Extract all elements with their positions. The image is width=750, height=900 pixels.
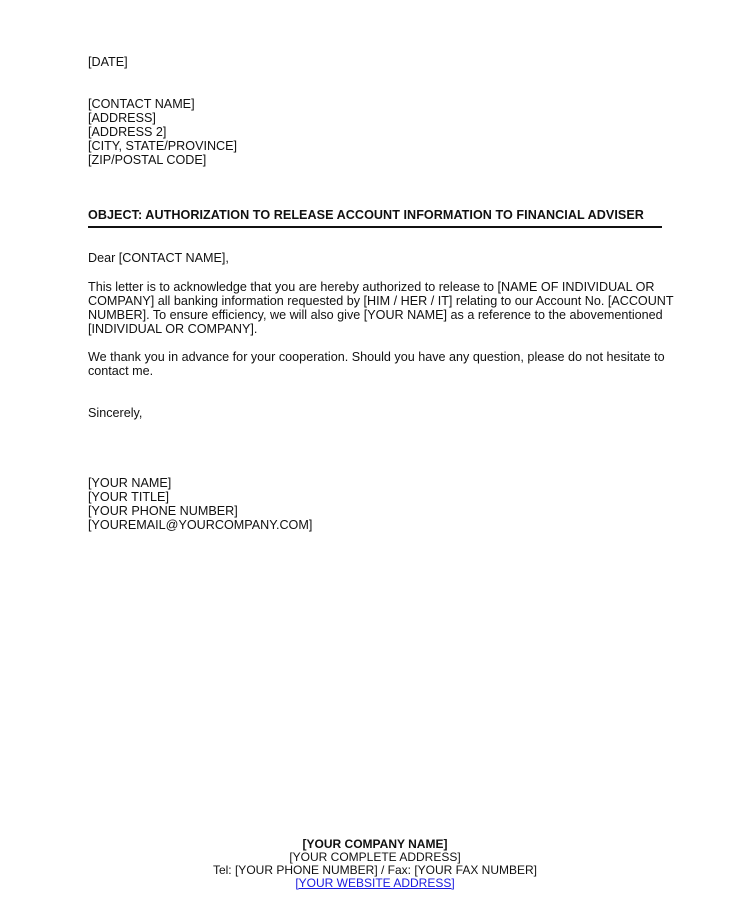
body-paragraph-2-line: We thank you in advance for your cooperation. Should you have any question, please do not hesitate to xyxy=(88,350,665,364)
recipient-zip-code: [ZIP/POSTAL CODE] xyxy=(88,153,207,167)
recipient-address-block xyxy=(88,97,237,167)
signature-name: [YOUR NAME] xyxy=(88,476,172,490)
letter-salutation: Dear [CONTACT NAME], xyxy=(88,251,229,265)
body-paragraph-2 xyxy=(88,350,668,378)
letter-closing: Sincerely, xyxy=(88,406,143,420)
letterhead-footer xyxy=(0,838,750,890)
signature-title: [YOUR TITLE] xyxy=(88,490,169,504)
subject-underline-divider xyxy=(88,226,662,228)
body-paragraph-1-line: COMPANY] all banking information requested by [HIM / HER / IT] relating to our Account No. [ACCOUNT xyxy=(88,294,674,308)
body-paragraph-1-line: This letter is to acknowledge that you are hereby authorized to release to [NAME OF INDIVIDUAL OR xyxy=(88,280,655,294)
recipient-address-line-1: [ADDRESS] xyxy=(88,111,156,125)
footer-website-link[interactable]: [YOUR WEBSITE ADDRESS] xyxy=(295,876,455,890)
body-paragraph-1-line: [INDIVIDUAL OR COMPANY]. xyxy=(88,322,258,336)
recipient-city-state: [CITY, STATE/PROVINCE] xyxy=(88,139,238,153)
footer-contact-line: Tel: [YOUR PHONE NUMBER] / Fax: [YOUR FAX NUMBER] xyxy=(212,863,538,877)
letter-date: [DATE] xyxy=(88,55,128,69)
footer-address: [YOUR COMPLETE ADDRESS] xyxy=(289,850,461,864)
recipient-contact-name: [CONTACT NAME] xyxy=(88,97,195,111)
recipient-address-line-2: [ADDRESS 2] xyxy=(88,125,167,139)
footer-company-name: [YOUR COMPANY NAME] xyxy=(302,837,448,851)
signature-email: [YOUREMAIL@YOURCOMPANY.COM] xyxy=(88,518,313,532)
letter-subject: OBJECT: AUTHORIZATION TO RELEASE ACCOUNT INFORMATION TO FINANCIAL ADVISER xyxy=(88,208,644,222)
body-paragraph-1 xyxy=(88,280,674,336)
signature-block xyxy=(88,476,312,532)
body-paragraph-2-line: contact me. xyxy=(88,364,154,378)
body-paragraph-1-line: NUMBER]. To ensure efficiency, we will also give [YOUR NAME] as a reference to the abovementioned xyxy=(88,308,663,322)
signature-phone: [YOUR PHONE NUMBER] xyxy=(88,504,238,518)
